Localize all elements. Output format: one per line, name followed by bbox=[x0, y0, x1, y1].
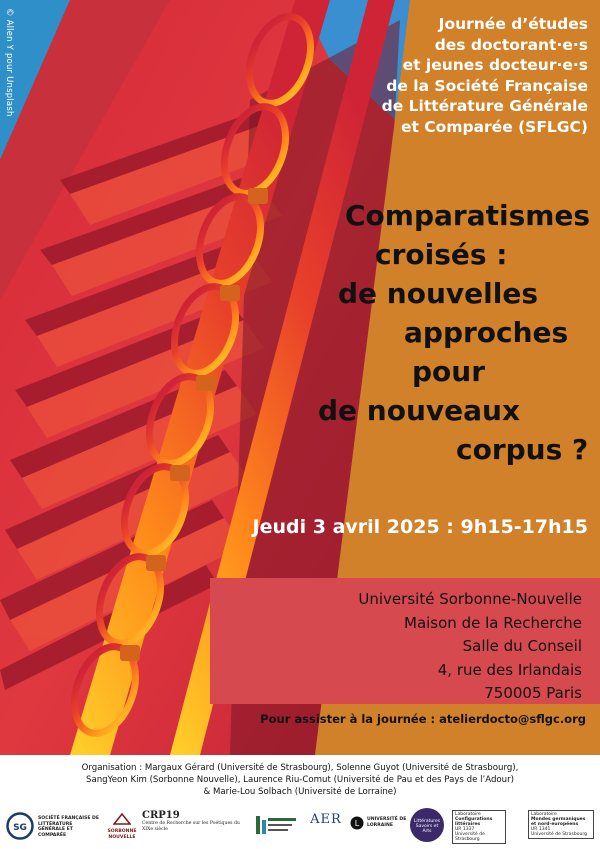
intro-line: et Comparée (SFLGC) bbox=[400, 117, 588, 136]
title-line: corpus ? bbox=[456, 433, 589, 466]
lorraine-name: UNIVERSITÉ DE LORRAINE bbox=[367, 817, 407, 828]
title-line: de nouveaux bbox=[318, 394, 521, 427]
configurations-logo bbox=[452, 810, 506, 844]
sorbonne-name: SORBONNE NOUVELLE bbox=[107, 829, 137, 840]
aer-logo bbox=[308, 812, 344, 827]
venue-line: Université Sorbonne-Nouvelle bbox=[358, 590, 582, 608]
svg-text:SG: SG bbox=[13, 823, 27, 833]
intro-line: des doctorant·e·s bbox=[434, 35, 588, 54]
photo-credit bbox=[2, 8, 16, 308]
sorbonne-logo bbox=[104, 810, 140, 840]
uppa-logo bbox=[254, 814, 298, 840]
event-title bbox=[300, 196, 592, 469]
lab-line: UR 1341 bbox=[531, 827, 551, 832]
venue-line: 750005 Paris bbox=[484, 684, 582, 702]
crp19-logo bbox=[142, 810, 252, 832]
intro-line: de la Société Française bbox=[386, 76, 588, 95]
title-line: de nouvelles bbox=[338, 277, 538, 310]
lab-line: et nord-européens bbox=[531, 822, 579, 827]
lab-line: Laboratoire bbox=[455, 812, 481, 817]
organisation-line: & Marie-Lou Solbach (Université de Lorraine) bbox=[203, 787, 397, 797]
event-date: Jeudi 3 avril 2025 : 9h15-17h15 bbox=[252, 516, 588, 538]
organisation-line: SangYeon Kim (Sorbonne Nouvelle), Laurence Riu-Comut (Université de Pau et des Pays de l’Adour) bbox=[85, 775, 514, 785]
lab-line: UR 1337 bbox=[455, 827, 475, 832]
sflgc-name: SOCIÉTÉ FRANÇAISE DE LITTÉRATURE GÉNÉRALE ET COMPARÉE bbox=[38, 816, 100, 838]
svg-text:L: L bbox=[354, 819, 360, 828]
title-line: pour bbox=[412, 355, 486, 388]
litteratures-logo bbox=[410, 808, 444, 842]
photo-credit-text: © Allen Y pour Unsplash bbox=[4, 8, 14, 117]
venue-line: 4, rue des Irlandais bbox=[437, 660, 582, 679]
event-intro bbox=[288, 14, 588, 137]
venue-block bbox=[210, 578, 600, 704]
crp19-name: CRP19 bbox=[142, 810, 180, 821]
litteratures-name: Littératures Savoirs et Arts bbox=[413, 819, 441, 834]
aer-name: AER bbox=[310, 812, 342, 827]
lab-line: Laboratoire bbox=[531, 812, 557, 817]
sflgc-logo bbox=[6, 812, 34, 840]
intro-line: de Littérature Générale bbox=[381, 97, 588, 115]
venue-line: Maison de la Recherche bbox=[404, 613, 582, 632]
intro-line: et jeunes docteur·e·s bbox=[402, 56, 588, 74]
title-line: approches bbox=[404, 316, 569, 349]
title-line: Comparatismes bbox=[345, 199, 591, 232]
intro-line: Journée d’études bbox=[438, 15, 588, 33]
attend-label: Pour assister à la journée : bbox=[260, 712, 440, 726]
title-line: croisés : bbox=[375, 238, 508, 271]
venue-line: Salle du Conseil bbox=[462, 637, 582, 655]
lab-line: littéraires bbox=[455, 822, 481, 827]
organisation-credits bbox=[0, 762, 600, 798]
lab-line: Mondes germaniques bbox=[531, 817, 586, 822]
crp19-subtitle: Centre de Recherche sur les Poétiques du XIXe siècle bbox=[142, 821, 240, 832]
organisation-line: Organisation : Margaux Gérard (Université de Strasbourg), Solenne Guyot (Université de Strasbourg), bbox=[81, 763, 519, 773]
lab-line: Configurations bbox=[455, 817, 493, 822]
lab-line: Université de Strasbourg bbox=[455, 832, 485, 842]
attend-email-link[interactable]: atelierdocto@sflgc.org bbox=[439, 712, 586, 726]
mondes-germaniques-logo bbox=[528, 810, 594, 839]
attend-info bbox=[260, 712, 586, 726]
partner-logos bbox=[0, 808, 600, 846]
lab-line: Université de Strasbourg bbox=[531, 832, 587, 837]
